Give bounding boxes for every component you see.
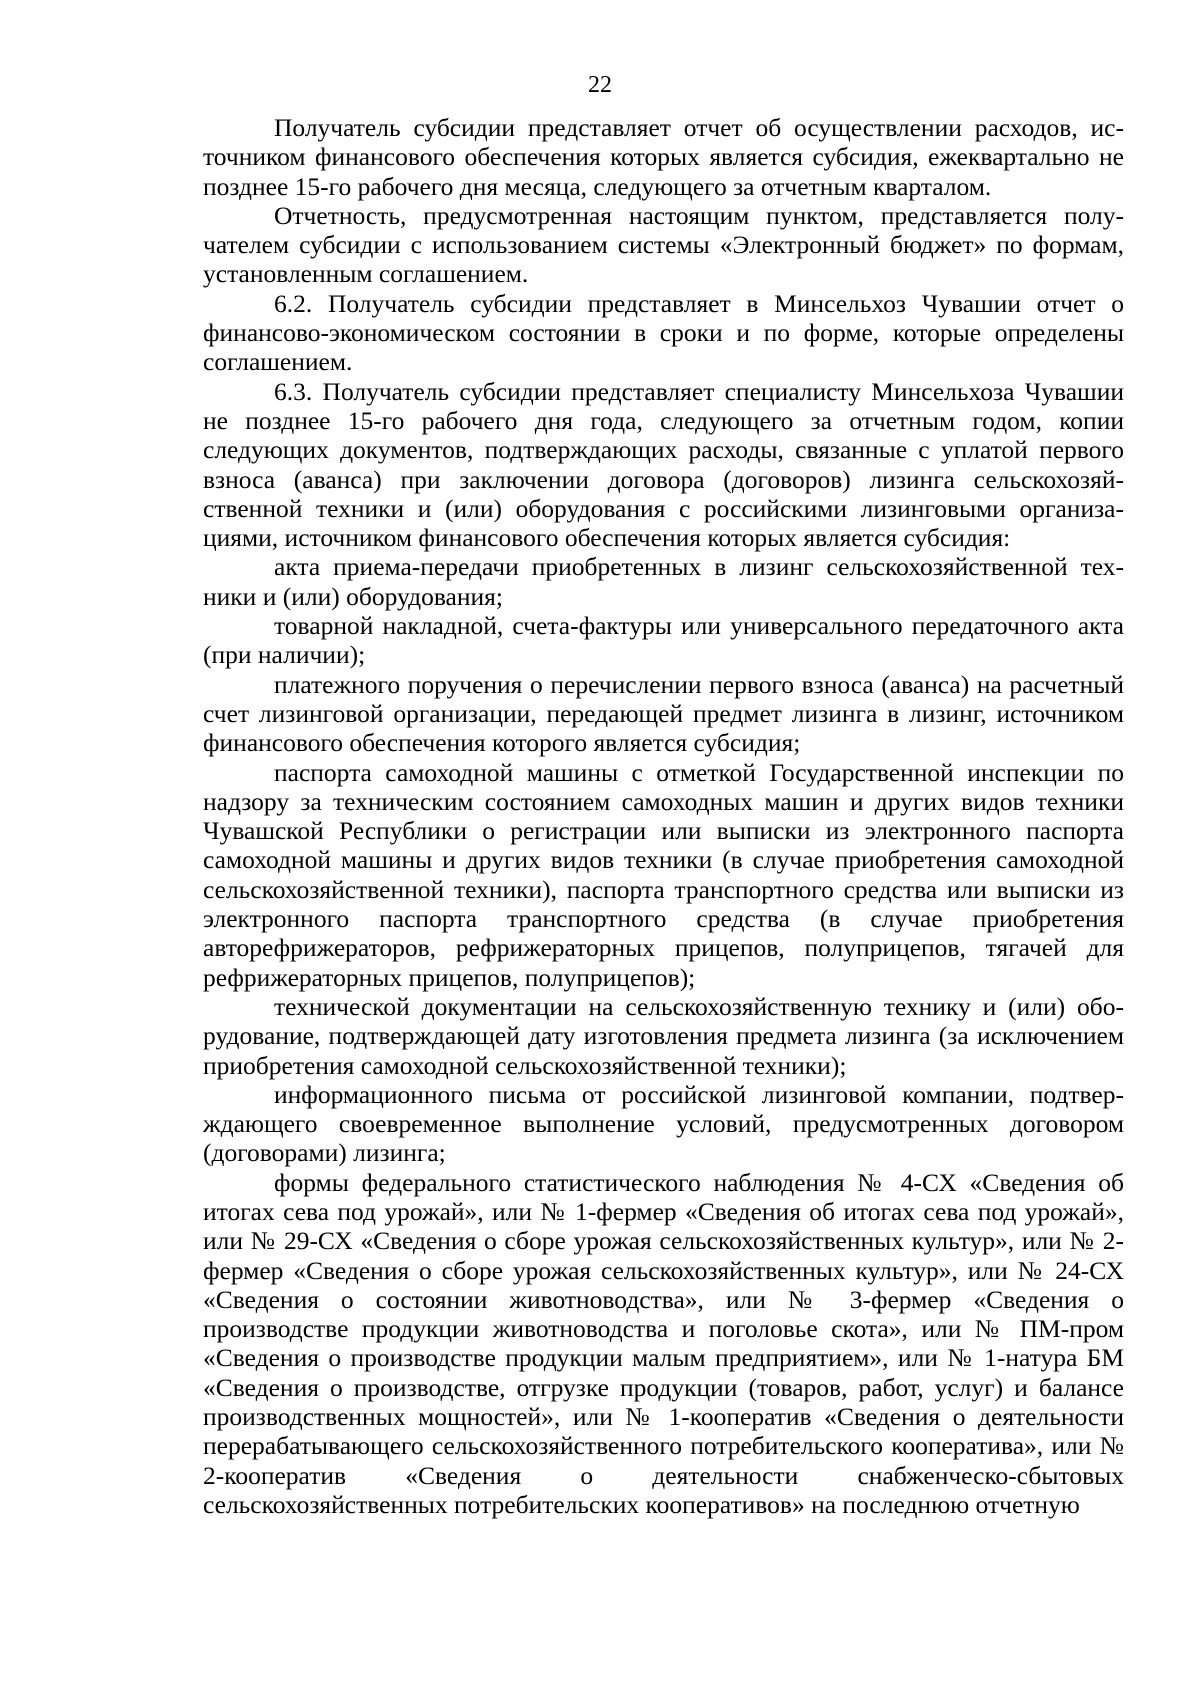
- paragraph-electronic-budget-reporting: Отчетность, предусмотренная настоящим пунктом, представляется получателем субсидии с использованием системы «Электронный бюджет» по формам, установленным соглашением.: [203, 200, 1124, 289]
- list-item-invoice: товарной накладной, счета-фактуры или универсального передаточного акта (при наличии);: [203, 611, 1124, 670]
- list-item-vehicle-passport: паспорта самоходной машины с отметкой Государственной инспекции по надзору за техническим состоянием самоходных машин и других видов техники Чувашской Республики о регистрации или выписки из электронного паспорта самоходной машины и других видов техники (в случае приобретения самоходной сельскохозяйственной техники), паспорта транспортного средства или выписки из электронного паспорта транспортного средства (в случае приобретения авторефрижераторов, рефрижераторных прицепов, полуприцепов, тягачей для рефрижераторных прицепов, полуприцепов);: [203, 757, 1124, 992]
- page-number: 22: [588, 72, 612, 98]
- list-item-payment-order: платежного поручения о перечислении первого взноса (аванса) на расчетный счет лизинговой организации, передающей предмет лизинга в лизинг, источником финансового обеспечения которого является субсидия;: [203, 669, 1124, 758]
- paragraph-6-3: 6.3. Получатель субсидии представляет специалисту Минсельхоза Чувашии не позднее 15-го рабочего дня года, следующего за отчетным годом, копии следующих документов, подтверждающих расходы, связанные с уплатой первого взноса (аванса) при заключении договора (договоров) лизинга сельскохозяйственной техники и (или) оборудования с российскими лизинговыми организациями, источником финансового обеспечения которых является субсидия:: [203, 376, 1124, 553]
- list-item-technical-documentation: технической документации на сельскохозяйственную технику и (или) оборудование, подтверждающей дату изготовления предмета лизинга (за исключением приобретения самоходной сельскохозяйственной техники);: [203, 991, 1124, 1080]
- paragraph-6-2: 6.2. Получатель субсидии представляет в Минсельхоз Чувашии отчет о финансово-экономическом состоянии в сроки и по форме, которые определены соглашением.: [203, 288, 1124, 377]
- list-item-acceptance-act: акта приема-передачи приобретенных в лизинг сельскохозяйственной техники и (или) оборудования;: [203, 552, 1124, 611]
- document-body: [203, 113, 1124, 1519]
- list-item-statistical-forms: формы федерального статистического наблюдения № 4-СХ «Сведения об итогах сева под урожай», или № 1-фермер «Сведения об итогах сева под урожай», или № 29-СХ «Сведения о сборе урожая сельскохозяйственных культур», или № 2-фермер «Сведения о сборе урожая сельскохозяйственных культур», или № 24-СХ «Сведения о состоянии животноводства», или № 3-фермер «Сведения о производстве продукции животноводства и поголовье скота», или № ПМ-пром «Сведения о производстве продукции малым предприятием», или № 1-натура БМ «Сведения о производстве, отгрузке продукции (товаров, работ, услуг) и балансе производственных мощностей», или № 1-кооператив «Сведения о деятельности перерабатывающего сельскохозяйственного потребительского кооператива», или № 2-кооператив «Сведения о деятельности снабженческо-сбытовых сельскохозяйственных потребительских кооперативов» на последнюю отчетную: [203, 1167, 1124, 1519]
- paragraph-report-on-expenses: Получатель субсидии представляет отчет об осуществлении расходов, источником финансового обеспечения которых является субсидия, ежеквартально не позднее 15-го рабочего дня месяца, следующего за отчетным кварталом.: [203, 113, 1124, 201]
- list-item-information-letter: информационного письма от российской лизинговой компании, подтверждающего своевременное выполнение условий, предусмотренных договором (договорами) лизинга;: [203, 1079, 1124, 1168]
